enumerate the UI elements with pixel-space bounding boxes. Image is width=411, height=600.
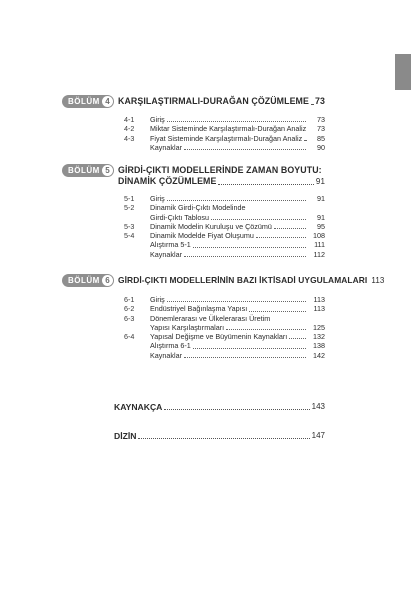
section-title-text: Yapısal Değişme ve Büyümenin Kaynakları <box>150 332 288 342</box>
section-number: 6-1 <box>124 295 135 304</box>
section-page: 108 <box>313 231 325 241</box>
section-page: 112 <box>313 249 325 259</box>
section-page: 73 <box>317 115 325 124</box>
chapter-4 <box>0 95 411 152</box>
toc-entry[interactable] <box>0 143 411 152</box>
section-list <box>0 194 411 259</box>
badge-label: BÖLÜM <box>68 276 100 285</box>
toc-entry[interactable] <box>0 134 411 143</box>
toc-entry[interactable] <box>0 351 411 360</box>
section-title <box>150 323 307 332</box>
section-title-text: Kaynaklar <box>150 249 182 259</box>
toc-entry[interactable] <box>0 213 411 222</box>
chapter-title[interactable] <box>118 96 325 107</box>
back-matter-label: KAYNAKÇA <box>114 402 163 412</box>
section-title <box>150 203 307 212</box>
toc-entry[interactable] <box>0 240 411 249</box>
section-number: 4-2 <box>124 124 135 134</box>
chapter-5 <box>0 164 411 259</box>
section-title-text: Giriş <box>150 194 165 203</box>
dot-leader <box>184 256 306 257</box>
section-title-text: Giriş <box>150 295 165 304</box>
section-title-text: Dinamik Modelde Fiyat Oluşumu <box>150 231 254 241</box>
section-page: 90 <box>317 142 325 152</box>
dot-leader <box>184 149 306 150</box>
chapter-badge <box>62 95 114 108</box>
section-title-text: Yapısı Karşılaştırmaları <box>150 322 225 332</box>
toc-entry[interactable] <box>0 314 411 323</box>
section-number: 5-3 <box>124 221 135 231</box>
toc-entry[interactable] <box>0 341 411 350</box>
dot-leader <box>256 237 306 238</box>
section-page: 111 <box>314 240 325 250</box>
chapter-title-row <box>118 176 325 187</box>
chapter-page: 91 <box>315 177 325 186</box>
section-number: 5-4 <box>124 231 135 241</box>
dot-leader <box>304 140 306 141</box>
section-title-text: Miktar Sisteminde Karşılaştırmalı-Durağan Analiz <box>150 124 307 134</box>
dot-leader <box>193 348 306 349</box>
section-title <box>150 250 307 259</box>
badge-number: 6 <box>102 275 113 286</box>
badge-number: 4 <box>102 96 113 107</box>
dot-leader <box>218 184 313 185</box>
section-title-text: Dönemlerarası ve Ülkelerarası Üretim <box>150 313 271 323</box>
badge-label: BÖLÜM <box>68 97 100 106</box>
chapter-title[interactable] <box>118 165 325 187</box>
section-title <box>150 314 307 323</box>
section-title <box>150 143 307 152</box>
toc-entry[interactable] <box>0 222 411 231</box>
section-number: 5-2 <box>124 203 135 213</box>
back-matter-label: DİZİN <box>114 431 137 441</box>
dot-leader <box>226 329 306 330</box>
section-list <box>0 115 411 152</box>
dot-leader <box>167 301 306 302</box>
toc-entry[interactable] <box>0 295 411 304</box>
section-number: 4-3 <box>124 133 135 143</box>
toc-entry[interactable] <box>0 304 411 313</box>
toc-entry[interactable] <box>0 323 411 332</box>
chapter-6 <box>0 274 411 360</box>
dot-leader <box>249 311 306 312</box>
toc-entry[interactable] <box>0 203 411 212</box>
badge-label: BÖLÜM <box>68 166 100 175</box>
section-page: 113 <box>313 304 325 314</box>
toc-entry[interactable] <box>0 231 411 240</box>
section-title <box>150 222 307 231</box>
chapter-heading <box>0 164 411 188</box>
section-page: 91 <box>317 194 325 203</box>
dot-leader <box>274 228 306 229</box>
section-number: 6-4 <box>124 332 135 342</box>
section-page: 91 <box>317 212 325 222</box>
section-number: 4-1 <box>124 115 135 124</box>
dot-leader <box>167 200 306 201</box>
section-page: 138 <box>313 341 325 351</box>
section-title-text: Giriş <box>150 115 165 124</box>
chapter-badge <box>62 164 114 177</box>
section-list <box>0 295 411 360</box>
section-number: 5-1 <box>124 194 135 203</box>
chapter-heading <box>0 274 411 290</box>
back-matter-page: 143 <box>311 402 325 411</box>
section-title-text: Girdi-Çıktı Tablosu <box>150 212 209 222</box>
section-page: 95 <box>317 221 325 231</box>
chapter-heading <box>0 95 411 111</box>
section-title <box>150 194 307 203</box>
section-title <box>150 295 307 304</box>
dot-leader <box>311 104 313 105</box>
section-title <box>150 115 307 124</box>
dot-leader <box>184 357 306 358</box>
section-title <box>150 304 307 313</box>
chapter-badge <box>62 274 114 287</box>
section-page: 142 <box>313 350 325 360</box>
section-title <box>150 341 307 350</box>
section-number: 6-3 <box>124 313 135 323</box>
toc-entry[interactable] <box>0 124 411 133</box>
section-title-text: Kaynaklar <box>150 350 182 360</box>
dot-leader <box>167 121 306 122</box>
section-title <box>150 134 307 143</box>
dot-leader <box>138 438 309 439</box>
toc-entry[interactable] <box>0 250 411 259</box>
back-matter-page: 147 <box>311 431 325 440</box>
toc-entry[interactable] <box>0 332 411 341</box>
section-page: 85 <box>317 133 325 143</box>
section-title-text: Alıştırma 6-1 <box>150 341 191 351</box>
section-title <box>150 231 307 240</box>
section-title-text: Dinamik Girdi-Çıktı Modelinde <box>150 203 246 213</box>
chapter-title[interactable] <box>118 275 385 286</box>
chapter-title-line: KARŞILAŞTIRMALI-DURAĞAN ÇÖZÜMLEME <box>118 96 309 106</box>
dot-leader <box>211 219 306 220</box>
chapter-title-line: GİRDİ-ÇIKTI MODELLERİNİN BAZI İKTİSADİ UYGULAMALARI <box>118 275 368 285</box>
section-title-text: Endüstriyel Bağınlaşma Yapısı <box>150 304 248 314</box>
section-page: 73 <box>317 124 325 134</box>
chapter-title-line: GİRDİ-ÇIKTI MODELLERİNDE ZAMAN BOYUTU: <box>118 165 322 175</box>
section-title <box>150 124 307 133</box>
toc-entry[interactable] <box>0 115 411 124</box>
chapter-page: 113 <box>371 276 385 285</box>
toc-entry[interactable] <box>0 194 411 203</box>
section-title-text: Dinamik Modelin Kuruluşu ve Çözümü <box>150 221 272 231</box>
dot-leader <box>164 409 309 410</box>
badge-number: 5 <box>102 165 113 176</box>
dot-leader <box>193 247 306 248</box>
section-title <box>150 240 307 249</box>
section-title-text: Fiyat Sisteminde Karşılaştırmalı-Durağan Analiz <box>150 133 303 143</box>
section-title <box>150 213 307 222</box>
section-page: 132 <box>313 332 325 342</box>
section-page: 113 <box>313 295 325 304</box>
section-title-text: Alıştırma 5-1 <box>150 240 191 250</box>
toc-back-matter-kaynakca[interactable] <box>114 401 325 413</box>
chapter-title-line: DİNAMİK ÇÖZÜMLEME <box>118 176 217 186</box>
page-edge-tab <box>395 54 411 90</box>
section-page: 125 <box>313 322 325 332</box>
chapter-page: 73 <box>315 96 325 106</box>
dot-leader <box>289 338 306 339</box>
toc-back-matter-dizin[interactable] <box>114 430 325 442</box>
section-title <box>150 351 307 360</box>
section-title <box>150 332 307 341</box>
section-title-text: Kaynaklar <box>150 142 182 152</box>
section-number: 6-2 <box>124 304 135 314</box>
